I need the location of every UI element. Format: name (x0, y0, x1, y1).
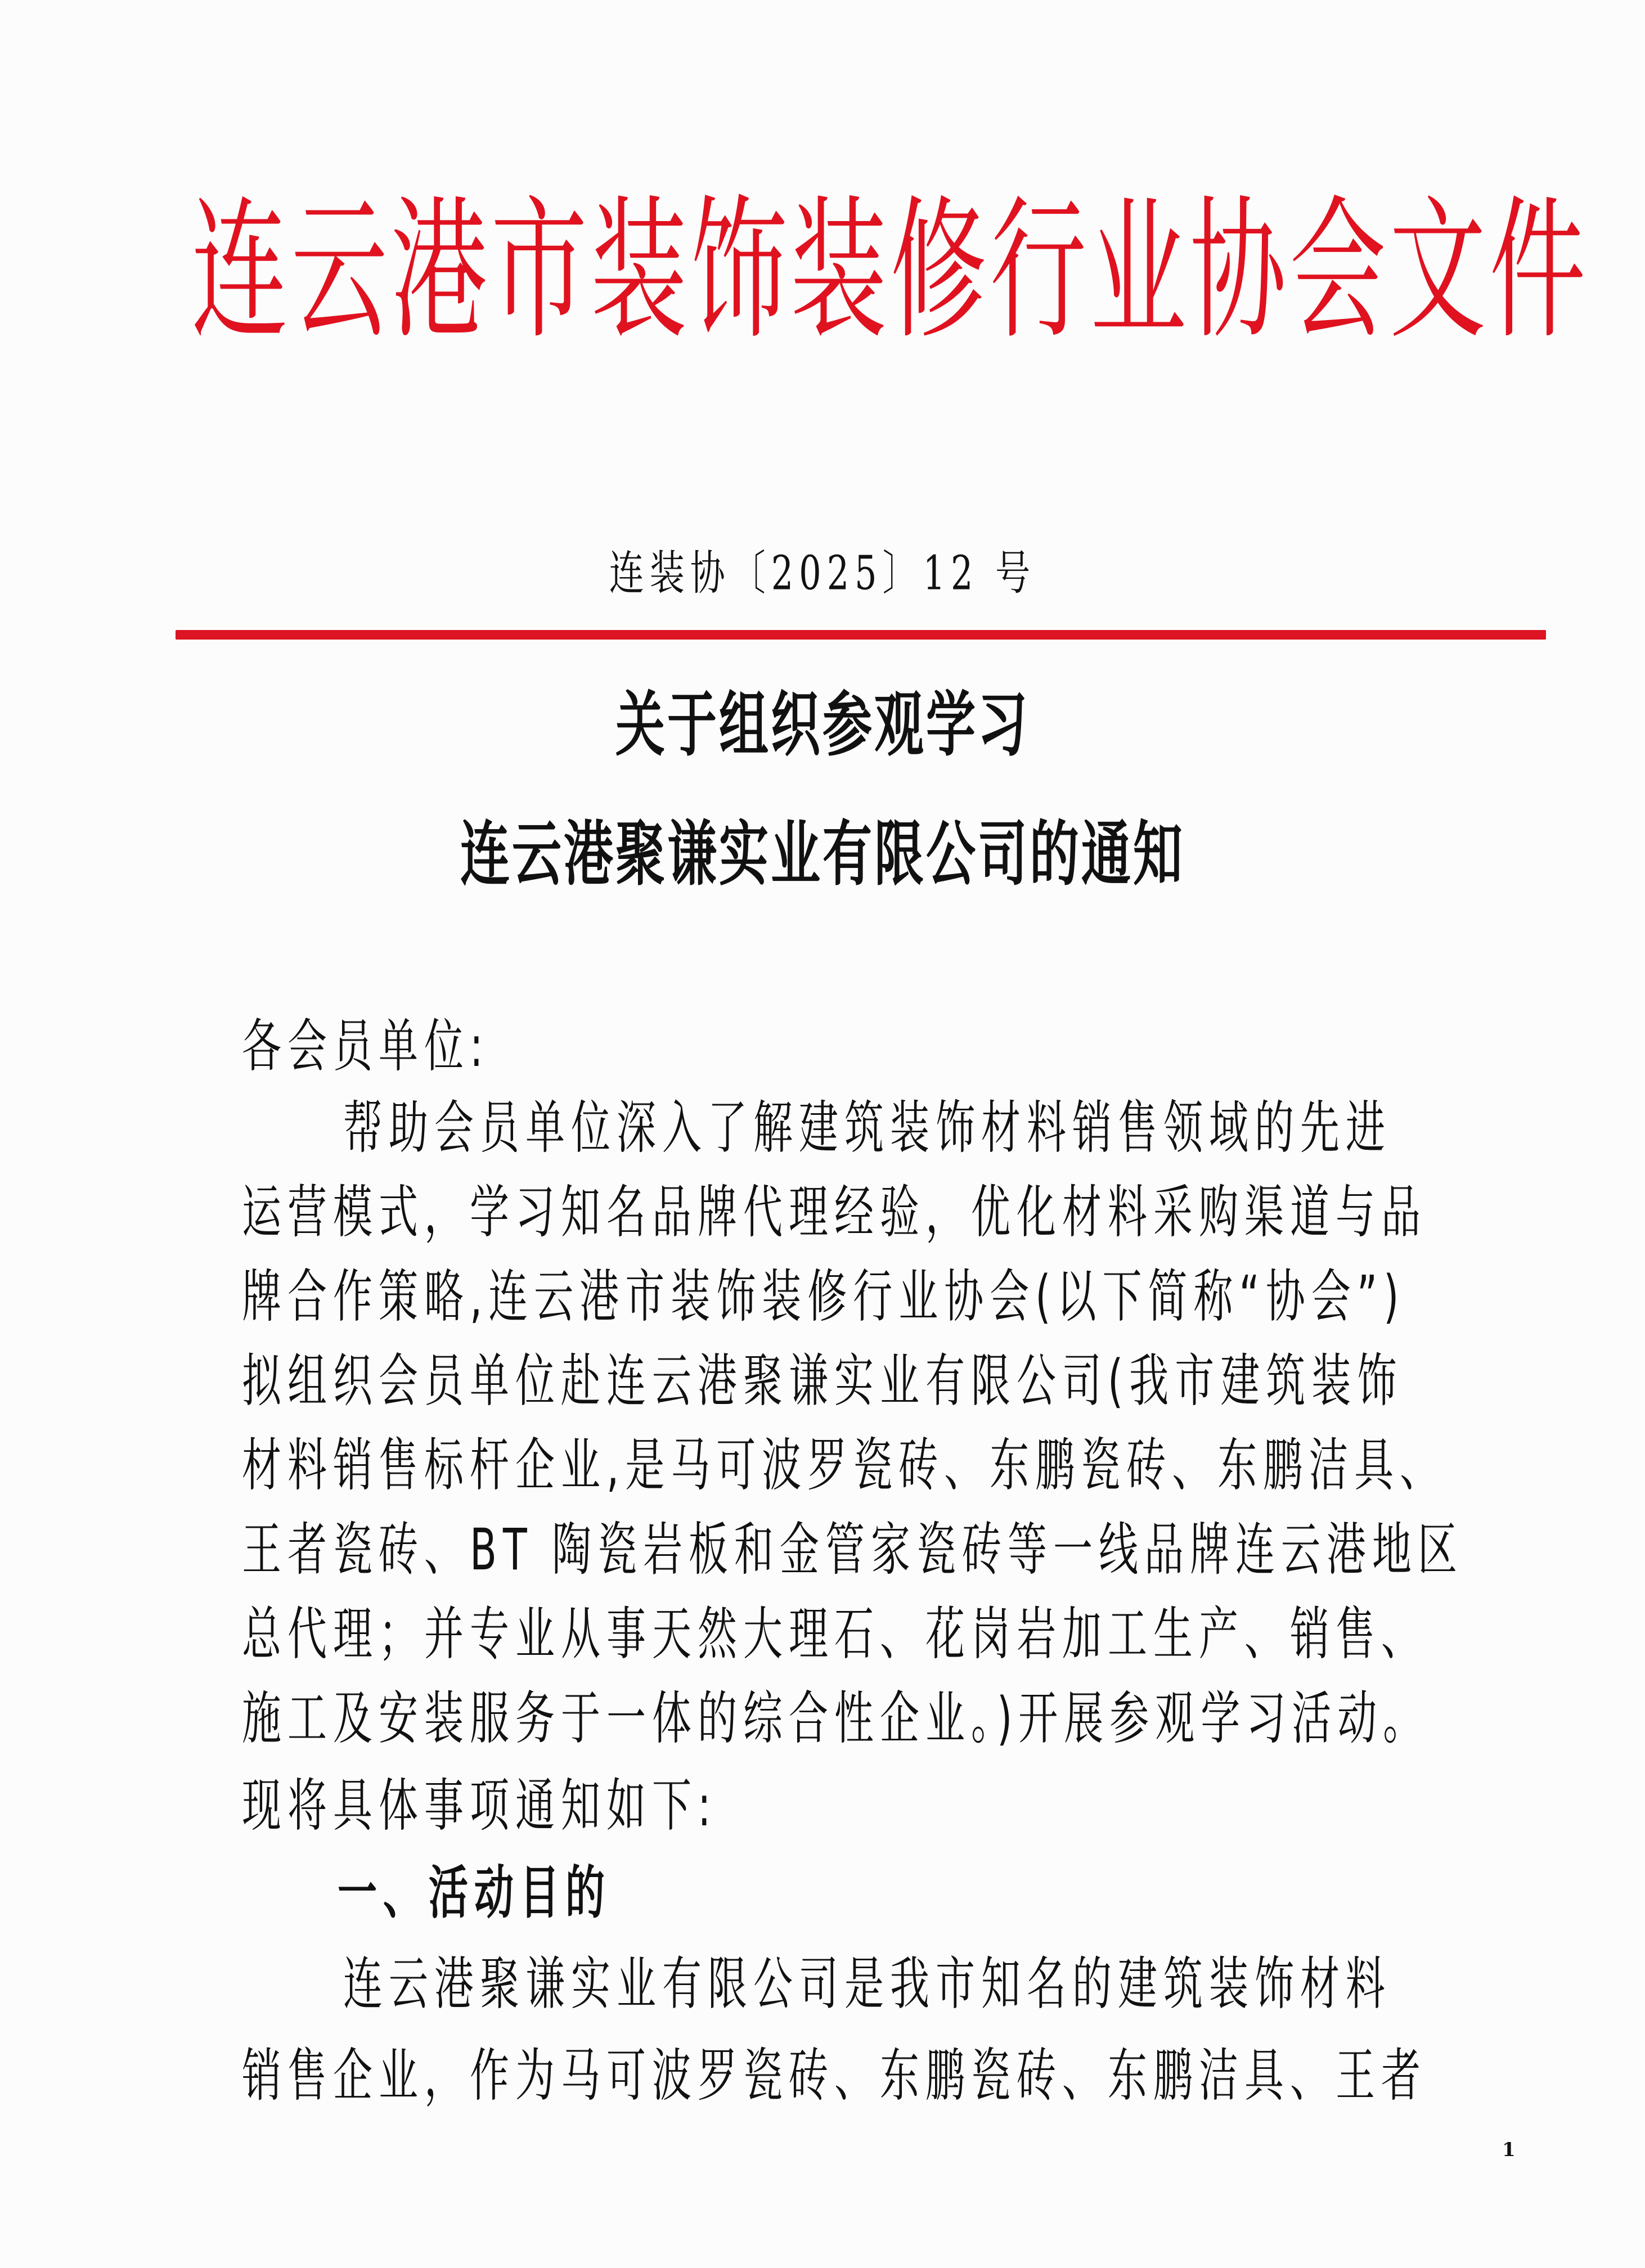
body-line: 材料销售标杆企业,是马可波罗瓷砖、东鹏瓷砖、东鹏洁具、 (242, 1432, 1446, 1499)
body-line: 运营模式，学习知名品牌代理经验，优化材料采购渠道与品 (242, 1178, 1427, 1246)
section-body-line: 连云港聚谦实业有限公司是我市知名的建筑装饰材料 (343, 1950, 1391, 2018)
notice-title-line-2: 连云港聚谦实业有限公司的通知 (460, 813, 1185, 896)
section-body-line: 销售企业，作为马可波罗瓷砖、东鹏瓷砖、东鹏洁具、王者 (242, 2042, 1427, 2109)
body-line: 施工及安装服务于一体的综合性企业。)开展参观学习活动。 (242, 1685, 1429, 1752)
body-line: 王者瓷砖、BT 陶瓷岩板和金管家瓷砖等一线品牌连云港地区 (242, 1516, 1464, 1583)
notice-title-line-1: 关于组织参观学习 (615, 683, 1030, 766)
page-number: 1 (1502, 2139, 1516, 2161)
body-line: 拟组织会员单位赴连云港聚谦实业有限公司(我市建筑装饰 (242, 1347, 1403, 1415)
masthead-title: 连云港市装饰装修行业协会文件 (191, 181, 1589, 360)
document-number: 连装协〔2025〕12 号 (609, 545, 1036, 601)
body-line: 总代理；并专业从事天然大理石、花岗岩加工生产、销售、 (242, 1600, 1427, 1668)
section-heading-purpose: 一、活动目的 (338, 1859, 611, 1927)
body-line: 现将具体事项通知如下: (242, 1772, 717, 1839)
red-divider-rule (176, 630, 1546, 640)
body-line: 帮助会员单位深入了解建筑装饰材料销售领域的先进 (343, 1094, 1391, 1162)
body-line: 牌合作策略,连云港市装饰装修行业协会(以下简称“协会”) (242, 1263, 1405, 1330)
salutation: 各会员单位: (242, 1012, 489, 1080)
